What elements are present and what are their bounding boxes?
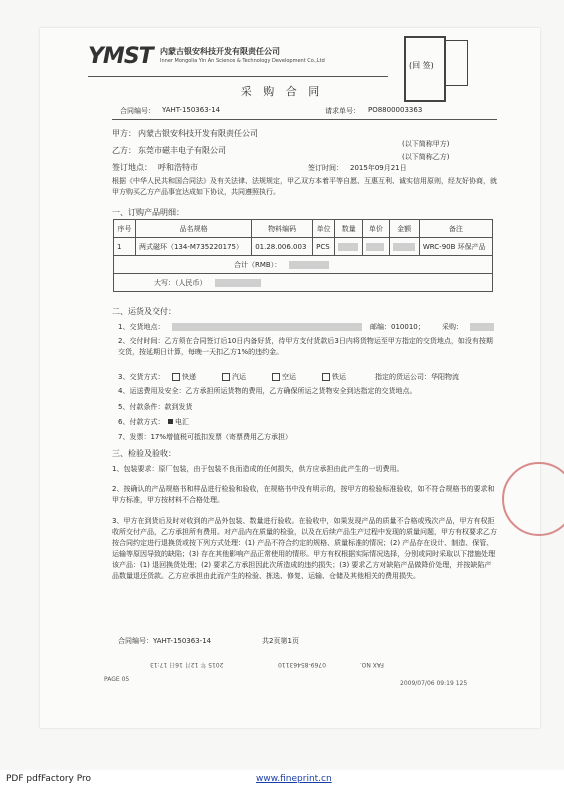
invoice: 7、发票：17%增值税可抵扣发票（寄票费用乙方承担） — [118, 433, 293, 441]
company-name-cn: 内蒙古银安科技开发有限责任公司 — [160, 47, 280, 56]
table-header-row — [114, 220, 493, 238]
header-divider — [88, 76, 388, 77]
acceptance-terms: 3、甲方在到货后及时对收到的产品外包装、数量进行验收。在验收中，如果发现产品的质量不合格或残次产品，甲方有权拒收所交付产品，乙方承担所有费用。对产品内在质量的检验，以及在后续产品生产过程中发现的质量问题，甲方有权要求乙方按合同约定进行退换货或按下列方式处理：(1) 产品不符合约定的规格、质量标准的情况；(2) 产品存在设计、制造、保管、运输等原因导致的缺陷；(3) 存在其他影响产品正常使用的情形。甲方有权根据实际情况选择，分别或同时采取以下措施处理该产品：(1) 退回换货处理；(2) 要求乙方承担因此次所造成的违约损失；(3) 要求乙方对缺陷产品做降价处理，并按缺陷产品数量退还货款。乙方应承担由此而产生的检验、拣选、修复、运输、仓储及其他相关的费用损失。 — [112, 517, 497, 580]
party-a-note: (以下简称甲方) — [402, 140, 450, 148]
payment-method-label: 6、付款方式： — [118, 418, 165, 426]
col-note: 备注 — [419, 220, 492, 238]
table-capital-row — [114, 274, 493, 292]
cell-no: 1 — [114, 238, 136, 256]
option-truck[interactable]: 汽运 — [222, 372, 246, 382]
pdffactory-label: PDF pdfFactory Pro — [6, 774, 92, 784]
shipping-cost: 4、运送费用及安全：乙方承担所运货物的费用，乙方确保所运之货物安全到达指定的交货地点。 — [118, 387, 417, 395]
footer-page: 共2页第1页 — [262, 637, 299, 645]
capital-label: 大写：（人民币） — [154, 278, 207, 287]
party-a: 内蒙古银安科技开发有限责任公司 — [138, 129, 258, 138]
party-b-note: (以下简称乙方) — [402, 153, 450, 161]
delivery-time: 2、交付时间：乙方须在合同签订后10日内备好货，待甲方支付货款后3日内将货物运至甲方指定的交货地点，如没有按期交货，按延期日计算，每晚一天扣乙方1%的违约金。 — [118, 337, 493, 356]
cell-note: WRC-90B 环保产品 — [419, 238, 492, 256]
section3-title: 三、检验及验收： — [112, 449, 176, 458]
footer-contract-no: 合同编号：YAHT-150363-14 — [118, 637, 212, 645]
section1-title: 一、订购产品明细： — [112, 208, 184, 217]
document-title: 采 购 合 同 — [240, 85, 324, 98]
party-a-label: 甲方： — [112, 129, 136, 138]
purchaser-redacted — [470, 323, 494, 331]
stamp-box — [444, 40, 468, 86]
option-air[interactable]: 空运 — [272, 372, 296, 382]
party-b-label: 乙方： — [112, 146, 136, 155]
delivery-address-redacted — [172, 323, 362, 331]
receipt-stamp: (回 签) — [404, 36, 446, 102]
pdf-watermark-bar — [0, 770, 564, 800]
option-rail[interactable]: 铁运 — [322, 372, 346, 382]
postcode: 邮编：010010； — [370, 323, 425, 331]
payment-terms: 5、付款条件：款到发货 — [118, 403, 193, 411]
col-price: 单价 — [363, 220, 389, 238]
delivery-place-label: 1、交货地点： — [118, 323, 165, 331]
table-total-row — [114, 256, 493, 274]
cell-price-redacted — [363, 238, 389, 256]
col-qty: 数量 — [335, 220, 363, 238]
col-name: 品名规格 — [135, 220, 251, 238]
contract-no-label: 合同编号： — [120, 107, 155, 115]
cell-code: 01.28.006.003 — [252, 238, 313, 256]
cell-unit: PCS — [313, 238, 335, 256]
inspection-standard: 2、按确认的产品规格书和样品进行检验和验收，在规格书中没有明示的，按甲方的检验标准验收，如不符合规格书的要求和甲方标准，甲方按材料不合格处理。 — [112, 485, 495, 504]
date: 2015年09月21日 — [350, 164, 407, 172]
table-row — [114, 238, 493, 256]
request-no-label: 请求单号： — [325, 107, 360, 115]
fax-label: FAX NO. — [360, 661, 384, 668]
col-amount: 金额 — [389, 220, 419, 238]
company-name-en: Inner Mongolia Yin An Science & Technology Development Co.,Ltd — [160, 58, 325, 64]
packaging-requirement: 1、包装要求：原厂包装，由于包装不良而造成的任何损失，供方应承担由此产生的一切费用。 — [112, 465, 404, 473]
total-cell — [114, 256, 493, 274]
order-items-table — [113, 219, 493, 292]
delivery-method-label: 3、交货方式： — [118, 373, 165, 381]
cell-qty-redacted — [335, 238, 363, 256]
col-unit: 单位 — [313, 220, 335, 238]
option-express[interactable]: 快递 — [172, 372, 196, 382]
cell-name: 两式磁环（134-M735220175） — [135, 238, 251, 256]
contract-no: YAHT-150363-14 — [162, 106, 221, 114]
logo-mark: YMST — [88, 44, 153, 69]
fax-number: 0769-85463110 — [278, 661, 326, 668]
col-code: 物料编码 — [252, 220, 313, 238]
payment-method: 电汇 — [168, 417, 189, 427]
date-label: 签订时间： — [308, 164, 343, 172]
designated-carrier: 指定的货运公司：华阳物流 — [375, 373, 459, 381]
fax-received: 2009/07/06 09:19 125 — [400, 680, 468, 687]
request-no: PO8800003363 — [368, 106, 423, 114]
section2-title: 二、运货及交付： — [112, 307, 176, 316]
col-no: 序号 — [114, 220, 136, 238]
total-label: 合计（RMB）： — [234, 260, 282, 269]
fineprint-link[interactable]: www.fineprint.cn — [256, 774, 332, 784]
preamble: 根据《中华人民共和国合同法》及有关法律、法规规定，甲乙双方本着平等自愿、互惠互利、诚实信用原则，经友好协商，就甲方购买乙方产品事宜达成如下协议，共同遵照执行。 — [112, 177, 497, 196]
fax-timestamp: 2015 年 12月 16日 17:13 — [150, 661, 224, 668]
company-logo — [88, 42, 358, 74]
place-label: 签订地点： — [112, 163, 152, 172]
capital-cell — [114, 274, 493, 292]
cell-amount-redacted — [389, 238, 419, 256]
purchaser-label: 采购： — [442, 323, 463, 331]
fax-page: PAGE 05 — [104, 676, 130, 683]
place: 呼和浩特市 — [158, 163, 198, 172]
contract-divider — [112, 119, 497, 120]
party-b: 东莞市磁丰电子有限公司 — [138, 146, 226, 155]
